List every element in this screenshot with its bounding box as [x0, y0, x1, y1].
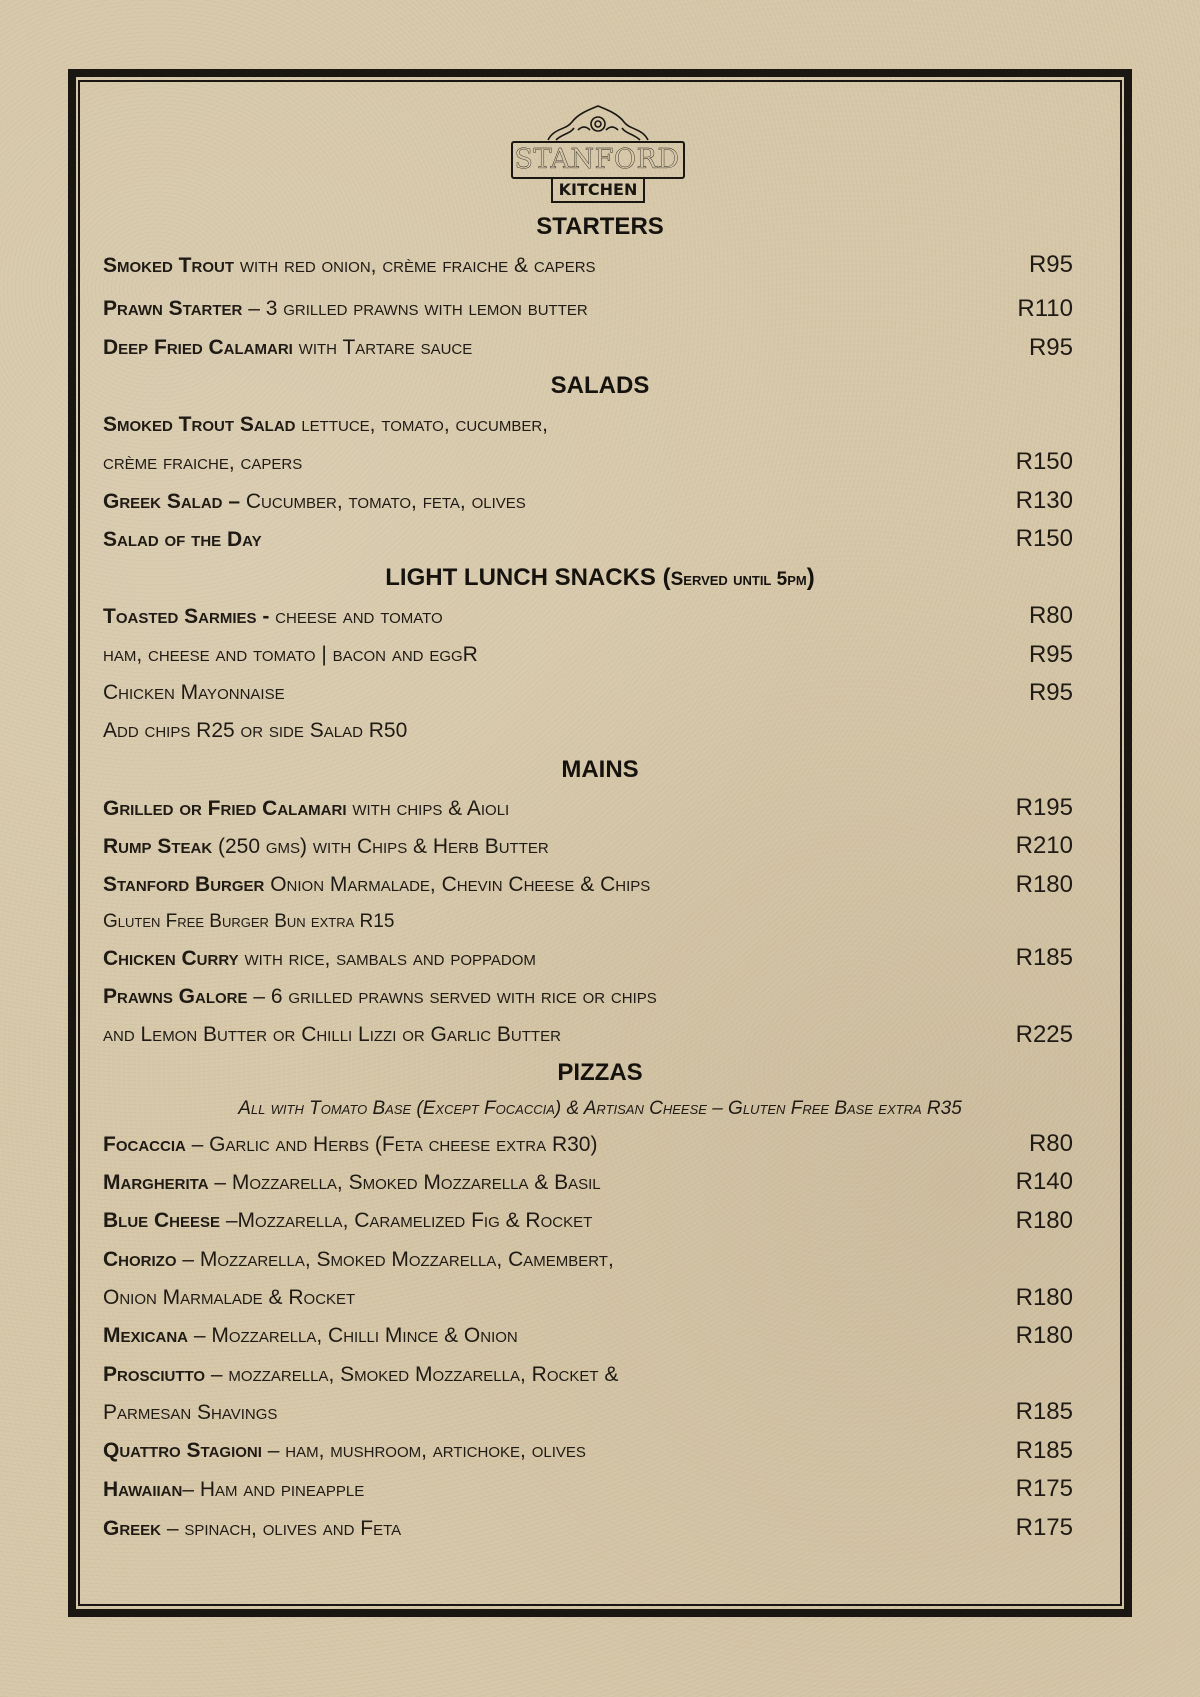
menu-item-greek-salad: Greek Salad – Cucumber, tomato, feta, olives — [103, 490, 526, 513]
menu-item-greek: Greek – spinach, olives and Feta — [103, 1517, 402, 1540]
menu-item-margherita: Margherita – Mozzarella, Smoked Mozzarella & Basil — [103, 1171, 601, 1194]
logo-name: STANFORD — [514, 144, 680, 175]
menu-price: R185 — [1015, 1398, 1073, 1425]
menu-item-deep-fried-calamari: Deep Fried Calamari with Tartare sauce — [103, 336, 473, 359]
menu-item-smoked-trout-salad: Smoked Trout Salad lettuce, tomato, cucumber, — [103, 413, 549, 436]
menu-item-description-line: Onion Marmalade & Rocket — [103, 1286, 356, 1309]
menu-item-blue-cheese: Blue Cheese –Mozzarella, Caramelized Fig & Rocket — [103, 1209, 593, 1232]
menu-price: R180 — [1015, 1207, 1073, 1234]
menu-price: R175 — [1015, 1475, 1073, 1502]
menu-price: R95 — [1028, 251, 1073, 278]
menu-item-add-on-note: Add chips R25 or side Salad R50 — [103, 719, 408, 742]
menu-item-description-line: and Lemon Butter or Chilli Lizzi or Garlic Butter — [103, 1023, 561, 1046]
menu-price: R195 — [1015, 794, 1073, 821]
menu-price: R130 — [1015, 487, 1073, 514]
menu-item-chorizo: Chorizo – Mozzarella, Smoked Mozzarella, Camembert, — [103, 1248, 614, 1271]
menu-item-salad-of-the-day: Salad of the Day — [103, 528, 262, 551]
menu-price: R185 — [1015, 1437, 1073, 1464]
menu-price: R95 — [1028, 334, 1073, 361]
menu-item-grilled-calamari: Grilled or Fried Calamari with chips & Aioli — [103, 797, 510, 820]
menu-item-mexicana: Mexicana – Mozzarella, Chilli Mince & Onion — [103, 1324, 518, 1347]
logo-sub: KITCHEN — [558, 180, 638, 199]
menu-price: R95 — [1028, 641, 1073, 668]
menu-item-prawn-starter: Prawn Starter – 3 grilled prawns with lemon butter — [103, 297, 588, 320]
menu-item-description-line: crème fraiche, capers — [103, 451, 303, 474]
menu-item-toasted-sarmies: Toasted Sarmies - cheese and tomato — [103, 605, 443, 628]
menu-price: R140 — [1015, 1168, 1073, 1195]
pizza-base-note: All with Tomato Base (Except Focaccia) & Artisan Cheese – Gluten Free Base extra R35 — [238, 1098, 962, 1119]
menu-item-smoked-trout: Smoked Trout with red onion, crème fraiche & capers — [103, 254, 596, 277]
menu-price: R210 — [1015, 832, 1073, 859]
section-heading-mains: MAINS — [561, 756, 639, 783]
section-heading-pizzas: PIZZAS — [557, 1059, 643, 1086]
menu-item-hawaiian: Hawaiian– Ham and pineapple — [103, 1478, 365, 1501]
menu-price: R180 — [1015, 871, 1073, 898]
menu-price: R180 — [1015, 1322, 1073, 1349]
menu-item-chicken-mayonnaise: Chicken Mayonnaise — [103, 681, 285, 704]
section-heading-starters: STARTERS — [536, 213, 664, 240]
menu-price: R95 — [1028, 679, 1073, 706]
menu-item-chicken-curry: Chicken Curry with rice, sambals and poppadom — [103, 947, 536, 970]
menu-price: R110 — [1017, 295, 1073, 322]
menu-item-rump-steak: Rump Steak (250 gms) with Chips & Herb Butter — [103, 835, 549, 858]
menu-item-description-line: Parmesan Shavings — [103, 1401, 278, 1424]
section-heading-salads: SALADS — [550, 372, 650, 399]
stanford-kitchen-logo — [508, 100, 688, 208]
menu-item-prawns-galore: Prawns Galore – 6 grilled prawns served with rice or chips — [103, 985, 657, 1008]
section-heading-light-lunch: LIGHT LUNCH SNACKS (Served until 5pm) — [385, 564, 815, 591]
menu-price: R80 — [1028, 1130, 1073, 1157]
menu-item-prosciutto: Prosciutto – mozzarella, Smoked Mozzarella, Rocket & — [103, 1363, 619, 1386]
menu-item-gluten-free-note: Gluten Free Burger Bun extra R15 — [103, 911, 395, 932]
menu-price: R150 — [1015, 525, 1073, 552]
menu-item-stanford-burger: Stanford Burger Onion Marmalade, Chevin Cheese & Chips — [103, 873, 651, 896]
menu-price: R225 — [1015, 1021, 1073, 1048]
menu-item-quattro-stagioni: Quattro Stagioni – ham, mushroom, artichoke, olives — [103, 1439, 586, 1462]
menu-price: R80 — [1028, 602, 1073, 629]
menu-price: R180 — [1015, 1284, 1073, 1311]
menu-item-focaccia: Focaccia – Garlic and Herbs (Feta cheese extra R30) — [103, 1133, 598, 1156]
menu-price: R175 — [1015, 1514, 1073, 1541]
menu-price: R185 — [1015, 944, 1073, 971]
menu-price: R150 — [1015, 448, 1073, 475]
menu-item-sarmie-variant: ham, cheese and tomato | bacon and eggR — [103, 643, 478, 666]
